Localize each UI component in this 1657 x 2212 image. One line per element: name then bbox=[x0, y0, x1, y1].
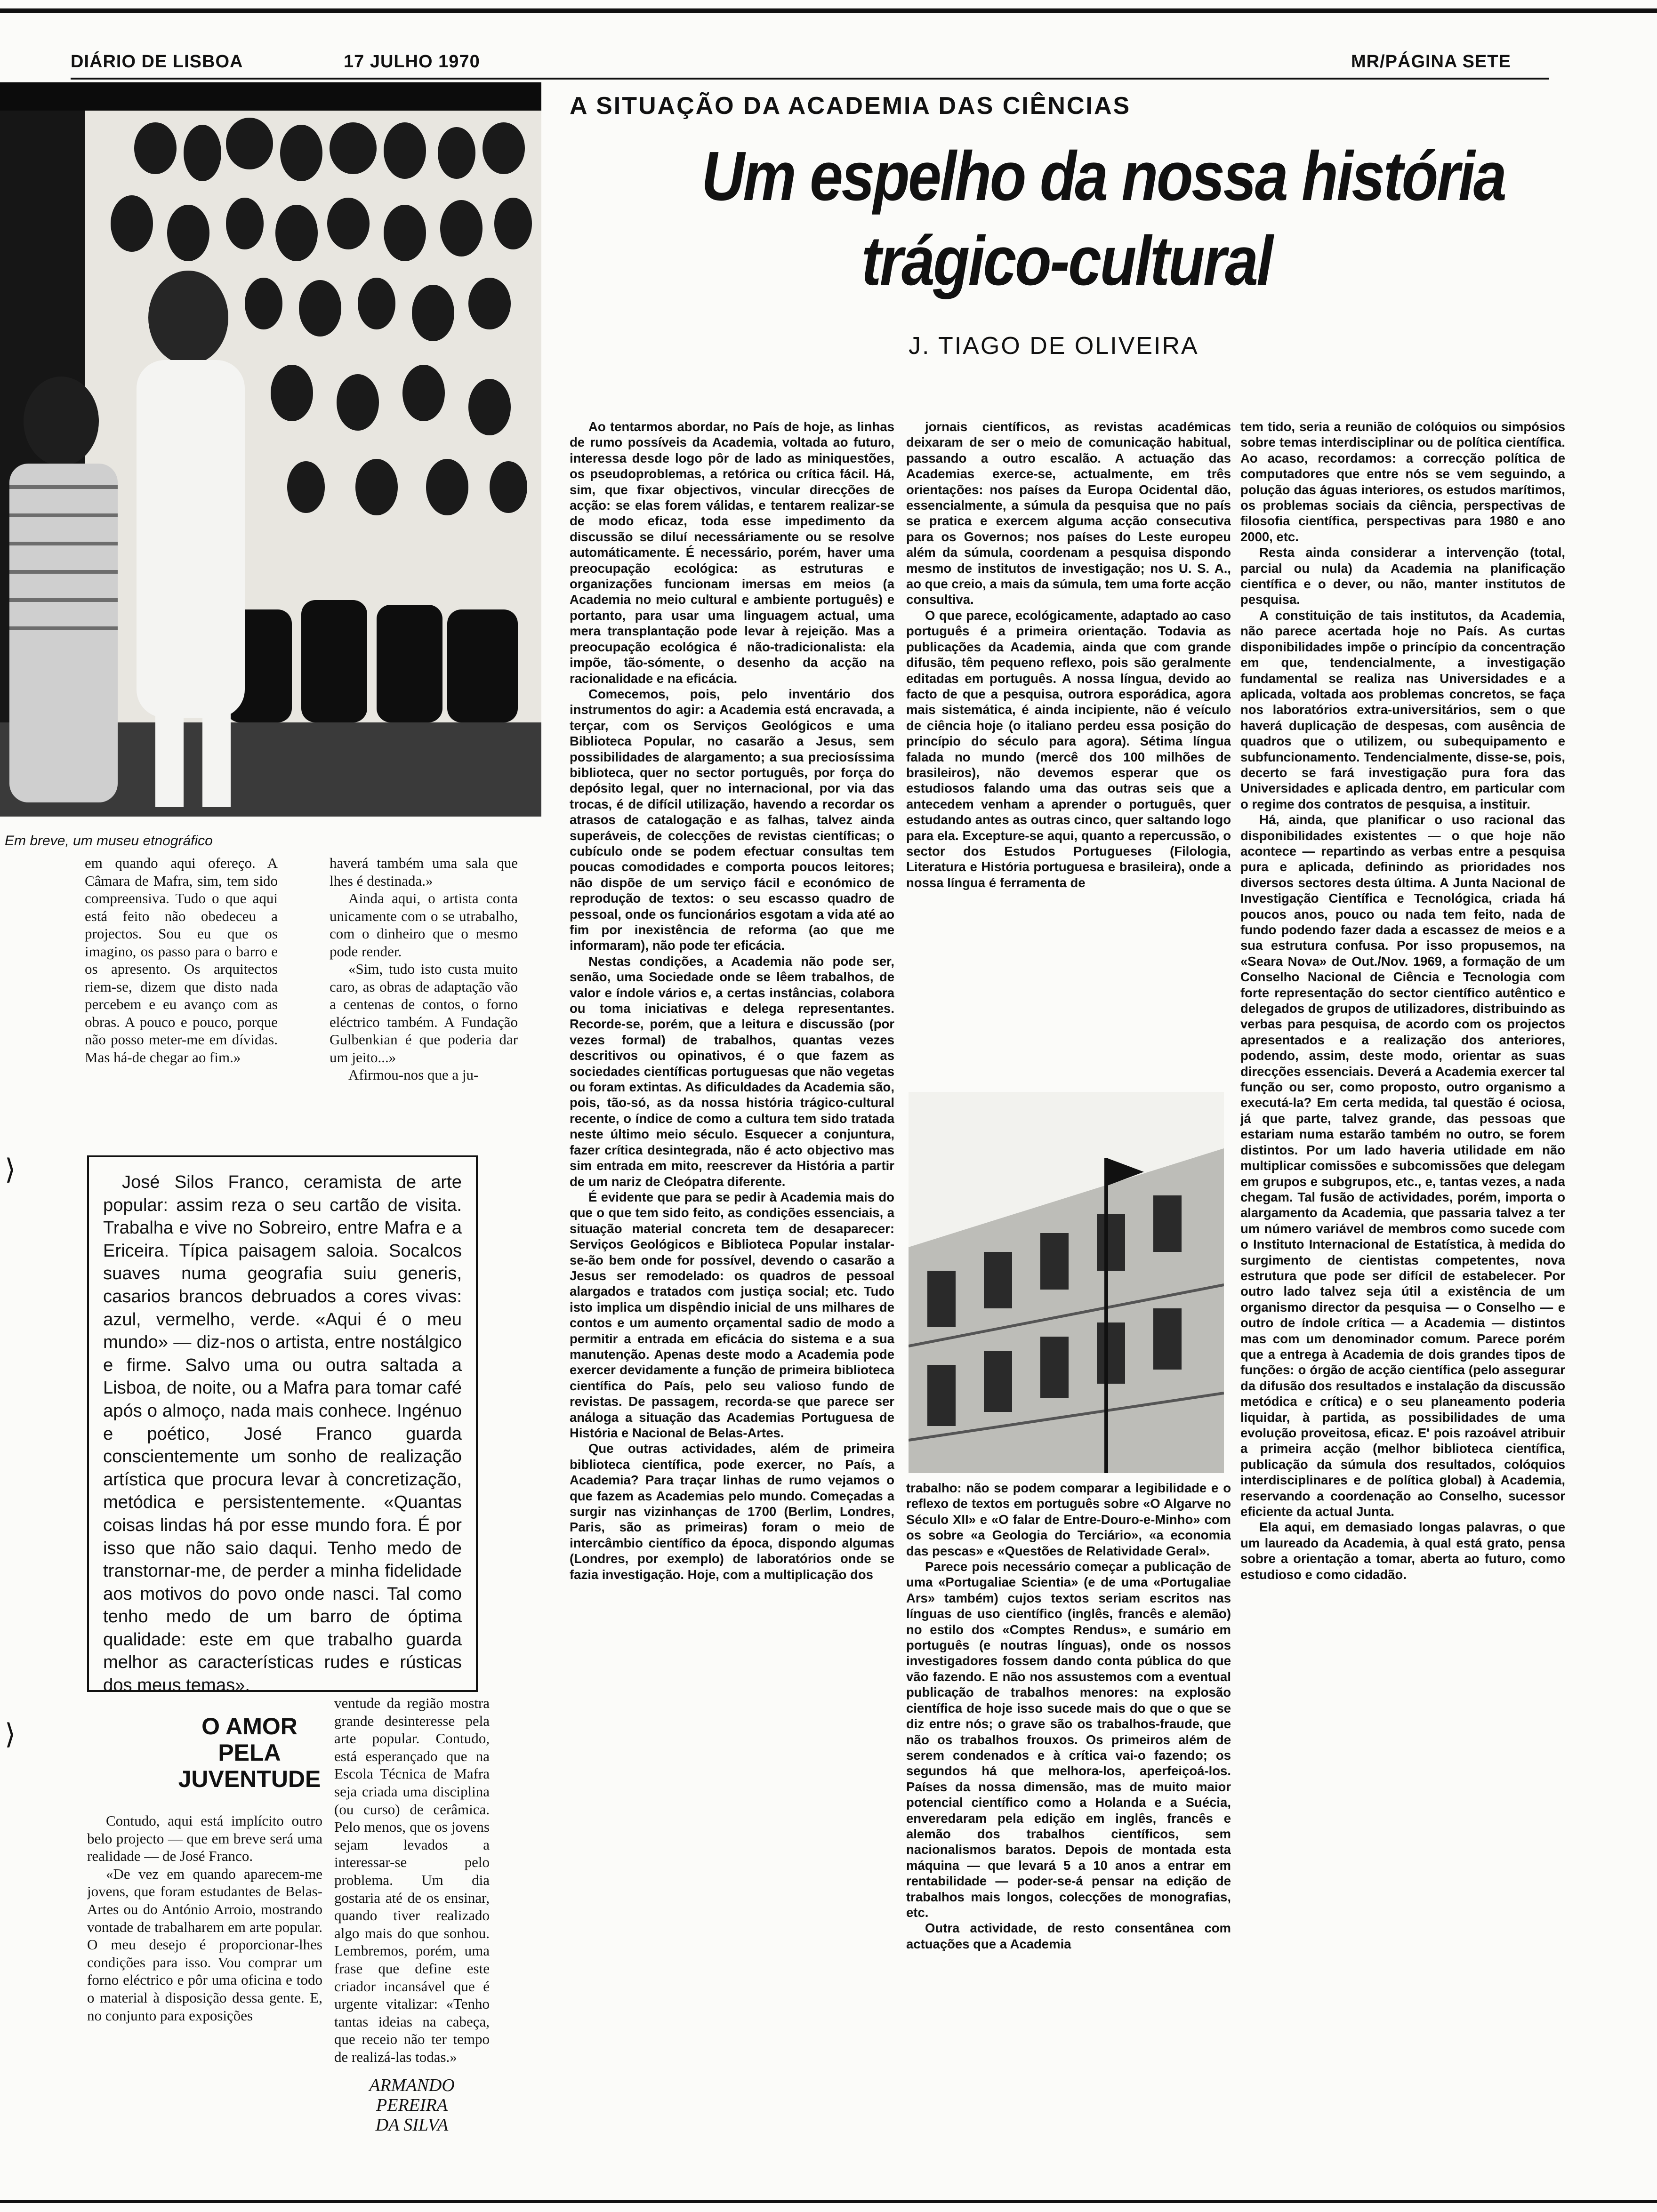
paragraph: Comecemos, pois, pelo inventário dos instrumentos do agir: a Academia está encravada, a terçar, com os Serviços Geológicos e uma Biblioteca Popular, no casarão a Jesus, sem possibilidades de alargamento; a sua preciosíssima biblioteca, quer no sector português, por força do depósito legal, quer no internacional, por via das trocas, é de difícil utilização, havendo a recordar os atrasos de catalogação e as falhas, talvez ainda superáveis, de colecções de revistas científicas; o cubículo onde se podem efectuar consultas tem poucas comodidades e comporta poucos leitores; não dispõe de um serviço fácil e económico de reprodução de textos: o seu escasso quadro de pessoal, onde os funcionários esgotam a vida até ao fim por inexistência de reforma (ao que me informaram), não pode ter eficácia. bbox=[570, 686, 894, 953]
subhead-line: PELA bbox=[218, 1739, 281, 1766]
article-title-line1: Um espelho da nossa história bbox=[701, 137, 1505, 215]
mafra-bottom-left-column bbox=[87, 1812, 322, 2160]
paragraph: tem tido, seria a reunião de colóquios ou simpósios sobre temas interdisciplinar ou de política científica. Ao acaso, recordamos: a correcção política de computadores que entre nós se vem seguindo, a polução das águas interiores, os estudos marítimos, os problemas sociais da ciência, perspectivas de filosofia científica, perspectivas para 1980 e ano 2000, etc. bbox=[1240, 419, 1565, 544]
paragraph: Nestas condições, a Academia não pode ser, senão, uma Sociedade onde se lêem trabalhos, de valor e índole vários e, a certas instâncias, colabora ou toma iniciativas e delega representantes. Recorde-se, porém, que a leitura e discussão (por vezes formal) de trabalhos, quantas vezes descritivos ou opinativos, é o que fazem as sociedades científicas portuguesas que não vegetas ou foram extintas. As dificuldades da Academia são, pois, tão-só, as da nossa história trágico-cultural recente, o índice de como a cultura tem sido tratada neste último meio século. Esquecer a conjuntura, fazer crítica desintegrada, não é acto objectivo mas sim entrada em mito, reescrever da História a partir de um nariz de Cleópatra diferente. bbox=[570, 954, 894, 1189]
margin-mark: ⟩ bbox=[5, 1153, 16, 1186]
paragraph: Que outras actividades, além de primeira biblioteca científica, pode exercer, no País, a Academia? Para traçar linhas de rumo vejamos o que fazem as Academias pelo mundo. Começadas a surgir nas vizinhanças de 1700 (Berlim, Londres, Paris, são as primeiras) foram o meio de intercâmbio científico da época, dispondo algumas (Londres, por exemplo) de laboratórios onde se fazia investigação. Hoje, com a multiplicação dos bbox=[570, 1441, 894, 1582]
academy-building-photo bbox=[909, 1092, 1224, 1473]
issue-date: 17 JULHO 1970 bbox=[344, 52, 480, 72]
signature-line: ARMANDO PEREIRA bbox=[369, 2076, 455, 2115]
article-column-2-bottom bbox=[906, 1480, 1231, 2163]
subhead-line: O AMOR bbox=[201, 1713, 298, 1739]
box-text: José Silos Franco, ceramista de arte popular: assim reza o seu cartão de visita. Trabalha e vive no Sobreiro, entre Mafra e a Ericeira. Típica paisagem saloia. Socalcos suaves numa geografia suiu generis, casarios brancos debruados a cores vivas: azul, vermelho, verde. «Aqui é o meu mundo» — diz-nos o artista, entre nostálgico e firme. Salvo uma ou outra saltada a Lisboa, de noite, ou a Mafra para tomar café após o almoço, nada mais conhece. Ingénuo e poético, José Franco guarda conscientemente um sonho de realização artística que procura levar à concretização, metódica e persistentemente. «Quantas coisas lindas há por esse mundo fora. É por isso que não saio daqui. Tenho medo de transtornar-me, de perder a minha fidelidade aos motivos do povo onde nasci. Tal como tenho medo de um barro de óptima qualidade: este em que trabalho guarda melhor as características rudes e rústicas dos meus temas». bbox=[103, 1172, 462, 1696]
paragraph: «Sim, tudo isto custa muito caro, as obras de adaptação vão a centenas de contos, o forno eléctrico também. A Fundação Gulbenkian é que poderia dar um jeito...» bbox=[330, 961, 518, 1066]
paragraph: Ainda aqui, o artista conta unicamente com o se utrabalho, com o dinheiro que o mesmo pode render. bbox=[330, 890, 518, 960]
paragraph: ventude da região mostra grande desinteresse pela arte popular. Contudo, está esperançado que na Escola Técnica de Mafra seja criada uma disciplina (ou curso) de cerâmica. Pelo menos, que os jovens sejam levados a interessar-se pelo problema. Um dia gostaria até de os ensinar, quando tiver realizado algo mais do que sonhou. Lembremos, porém, uma frase que define este criador incansável que é urgente vitalizar: «Tenho tantas ideias na cabeça, que receio não ter tempo de realizá-las todas.» bbox=[334, 1695, 490, 2065]
signature-line: DA SILVA bbox=[375, 2115, 449, 2135]
paragraph: haverá também uma sala que lhes é destinada.» bbox=[330, 855, 518, 889]
article-kicker: A SITUAÇÃO DA ACADEMIA DAS CIÊNCIAS bbox=[570, 92, 1131, 120]
newspaper-name: DIÁRIO DE LISBOA bbox=[71, 52, 243, 72]
page-label: MR/PÁGINA SETE bbox=[1351, 52, 1511, 72]
article-author: J. TIAGO DE OLIVEIRA bbox=[909, 332, 1199, 360]
mafra-column-right bbox=[330, 854, 518, 1137]
paragraph: «De vez em quando aparecem-me jovens, que foram estudantes de Belas-Artes ou do António Arroio, mostrando vontade de trabalharem em arte popular. O meu desejo é proporcionar-lhes condições para isso. Vou comprar um forno eléctrico e pôr uma oficina e todo o material à disposição dessa gente. E, no conjunto para exposições bbox=[87, 1865, 322, 2024]
paragraph: trabalho: não se podem comparar a legibilidade e o reflexo de textos em português sobre «O Algarve no Século XII» e «O falar de Entre-Douro-e-Minho» com os sobre «a Geologia do Terciário», «a economia das pescas» e «Questões de Relatividade Geral». bbox=[906, 1481, 1231, 1558]
paragraph: Ao tentarmos abordar, no País de hoje, as linhas de rumo possíveis da Academia, voltada ao futuro, interessa desde logo pôr de lado as miniquestões, os pseudoproblemas, a retórica ou crítica fácil. Há, sim, que fixar objectivos, vincular direcções de acção: se elas forem válidas, e tentarem realizar-se de modo eficaz, toda esse impedimento da discussão se diluí necessáriamente ou se resolve automáticamente. É necessário, porém, haver uma preocupação ecológica: as estruturas e organizações funcionam imersas em meios (a Academia no meio cultural e ambiente português) e portanto, para usar uma linguagem actual, uma mera transplantação pode levar à rejeição. Mas a preocupação ecológica é não-tradicionalista: ela impõe, tão-sómente, o desenho da acção na racionalidade e na eficácia. bbox=[570, 419, 894, 686]
article-title-line2: trágico-cultural bbox=[861, 222, 1272, 300]
mafra-column-left bbox=[85, 854, 278, 1137]
paragraph: Outra actividade, de resto consentânea com actuações que a Academia bbox=[906, 1921, 1231, 1951]
paragraph: Resta ainda considerar a intervenção (total, parcial ou nula) da Academia na planificação científica e o dever, ou não, manter institutos de pesquisa. bbox=[1240, 545, 1565, 607]
byline-signature bbox=[334, 2076, 490, 2135]
article-column-1 bbox=[570, 419, 894, 2160]
header-rule bbox=[71, 78, 1549, 80]
photo-caption: Em breve, um museu etnográfico bbox=[5, 833, 213, 849]
paragraph: É evidente que para se pedir à Academia mais do que o que tem sido feito, as condições essenciais, a situação material concreta tem de desaparecer: Serviços Geológicos e Biblioteca Popular instalar-se-ão bem onde for possível, devendo o casarão a Jesus ser remodelado: os quadros de pessoal alargados e tratados com justiça social; etc. Tudo isto implica um dispêndio inicial de uns milhares de contos e um aumento orçamental sadio de modo a permitir a entrada em eficácia do sistema e a sua manutenção. Apenas deste modo a Academia pode exercer devidamente a função de primeira biblioteca científica do País, pelo seu valioso fundo de revistas. De passagem, recorda-se que parece ser análoga a situação das Academias Portuguesa de História e Nacional de Belas-Artes. bbox=[570, 1189, 894, 1440]
subhead-line: JUVENTUDE bbox=[178, 1766, 321, 1792]
paragraph: jornais científicos, as revistas académicas deixaram de ser o meio de comunicação habitual, passando a outro escalão. A actuação das Academias exerce-se, actualmente, em três orientações: nos países da Europa Ocidental dão, essencialmente, a súmula da pesquisa que no país se pratica e exercem alguma acção consecutiva para os Governos; nos países do Leste europeu além da súmula, coordenam a pesquisa dispondo mesmo de institutos de investigação; nos U. S. A., ao que creio, a mais da súmula, tem uma forte acção consultiva. bbox=[906, 419, 1231, 607]
paragraph: Há, ainda, que planificar o uso racional das disponibilidades existentes — o que hoje não acontece — repartindo as verbas entre a pesquisa pura e aplicada, definindo as prioridades nos diversos sectores desta última. A Junta Nacional de Investigação Científica e Tecnológica, criada há poucos anos, pouco ou nada tem feito, nada de fundo podendo fazer dada a escassez de meios e a sua estrutura confusa. Por isso propusemos, na «Seara Nova» de Out./Nov. 1969, a formação de um Conselho Nacional de Ciência e Tecnologia com forte representação do sector científico autêntico e delegados de grupos de utilizadores, distribuindo as verbas para pesquisa, de acordo com os projectos apresentados e a realização dos anteriores, podendo, assim, deste modo, orientar as suas direcções essenciais. Deverá a Academia exercer tal função ou ser, como proposto, outro organismo a executá-la? Em certa medida, tal questão é ociosa, já que parte, talvez grande, das pessoas que estariam numa estarão também no outro, se forem distintos. Por um lado haveria utilidade em não multiplicar comissões e subcomissões que delegam em grupos e subgrupos, etc., e, tantas vezes, a nada chegam. Tal fusão de actividades, porém, importa o alargamento da Academia, que passaria talvez a ter um número variável de membros como sucede com o Instituto Internacional de Estatística, à medida do surgimento de cientistas competentes, nova estrutura que pode ser difícil de estabelecer. Por outro lado talvez seja útil a existência de um organismo director da pesquisa — o Conselho — e outro de índole crítica — a Academia — distintos mas com um denominador comum. Parece porém que a entrega à Academia de dois grandes tipos de funções: o órgão de acção científica (pelo assegurar da difusão dos resultados e instalação da discussão metódica e crítica) e o seu planeamento poderia liquidar, à partida, as possibilidades de uma evolução proveitosa, eficaz. E' pois razoável atribuir a primeira acção (melhor biblioteca científica, publicação da súmula dos resultados, colóquios interdisciplinares e de política global) à Academia, reservando a coordenação ao Conselho, sucessor eficiente da actual Junta. bbox=[1240, 812, 1565, 1519]
artist-profile-box bbox=[87, 1155, 478, 1696]
academy-building-illustration bbox=[909, 1092, 1224, 1473]
museum-photo-illustration bbox=[0, 82, 541, 817]
paragraph: O que parece, ecológicamente, adaptado ao caso português é a primeira orientação. Todavia as publicações da Academia, ainda que com grande difusão, têm pequeno reflexo, pois são geralmente editadas em português. A nossa língua, devido ao facto de que a pesquisa, outrora esporádica, agora mais sistemática, é ainda incipiente, não é veículo de ciência hoje (o italiano perdeu essa posição do princípio do século para agora). Sétima língua falada no mundo (mercê dos 100 milhões de brasileiros), não devemos esperar que os estudiosos falando uma das outras seis que a antecedem venham a aprender o português, quer estudando antes as outras cinco, quer saltando logo para ela. Excepture-se aqui, quanto a repercussão, o sector dos Estudos Portugueses (Filologia, Literatura e História portuguesa e brasileira), onde a nossa língua é ferramenta de bbox=[906, 608, 1231, 890]
paragraph: em quando aqui ofereço. A Câmara de Mafra, sim, tem sido compreensiva. Tudo o que aqui está feito não obedeceu a projectos. Sou eu que os imagino, os passo para o barro e os apresento. Os arquitectos riem-se, dizem que disto nada percebem e eu avanço com as obras. A pouco e pouco, porque não posso meter-me em dívidas. Mas há-de chegar ao fim.» bbox=[85, 855, 278, 1066]
paragraph: Contudo, aqui está implícito outro belo projecto — que em breve será uma realidade — de José Franco. bbox=[87, 1812, 322, 1865]
article-column-3 bbox=[1240, 419, 1565, 2160]
margin-mark: ⟩ bbox=[5, 1718, 16, 1751]
paragraph: Ela aqui, em demasiado longas palavras, o que um laureado da Academia, à qual está grato, pensa sobre a orientação a tomar, aberta ao futuro, como estudioso e como cidadão. bbox=[1240, 1520, 1565, 1582]
paragraph: Parece pois necessário começar a publicação de uma «Portugaliae Scientia» (e de uma «Portugaliae Ars» também) cujos textos seriam escritos nas línguas de uso científico (inglês, francês e alemão) no estilo dos «Comptes Rendus», e sumário em português (e noutras línguas), onde os nossos investigadores fossem dando conta pública do que vão fazendo. E não nos assustemos com a eventual publicação de trabalhos menores: na explosão científica de hoje isso sucede mais do que o que se diz entre nós; o grave são os trabalhos-fraude, que não os trabalhos frouxos. Os primeiros além de serem condenados e à crítica vai-o fazendo; os segundos há que melhora-los, aperfeiçoá-los. Países da nossa dimensão, mas de muito maior potencial científico como a Holanda e a Suécia, enveredaram pela edição em inglês, francês e alemão dos trabalhos científicos, sem nacionalismos baratos. Depois de montada esta máquina — que levará 5 a 10 anos a entrar em rentabilidade — poder-se-á pensar na edição de trabalhos mais longos, colecções de monografias, etc. bbox=[906, 1559, 1231, 1920]
museum-photo bbox=[0, 82, 541, 817]
top-rule bbox=[0, 8, 1657, 13]
article-column-2-top bbox=[906, 419, 1231, 1078]
paragraph: A constituição de tais institutos, da Academia, não parece acertada hoje no País. As curtas disponibilidades impõe o princípio da concentração em que, tendencialmente, a investigação fundamental se realiza nas Universidades e a aplicada, voltada aos problemas concretos, se faça nos laboratórios extra-universitários, sem o que haverá duplicação de despesas, com ausência de quadros que o utilizem, ou subequipamento e subfuncionamento. Tendencialmente, disse-se, pois, decerto se fará investigação pura fora das Universidades e aplicada dentro, em particular com o regime dos contratos de pesquisa, a instituir. bbox=[1240, 608, 1565, 811]
paragraph: Afirmou-nos que a ju- bbox=[348, 1066, 479, 1083]
section-subhead bbox=[137, 1713, 362, 1792]
mafra-bottom-right-column bbox=[334, 1694, 490, 2066]
bottom-rule bbox=[0, 2200, 1657, 2203]
